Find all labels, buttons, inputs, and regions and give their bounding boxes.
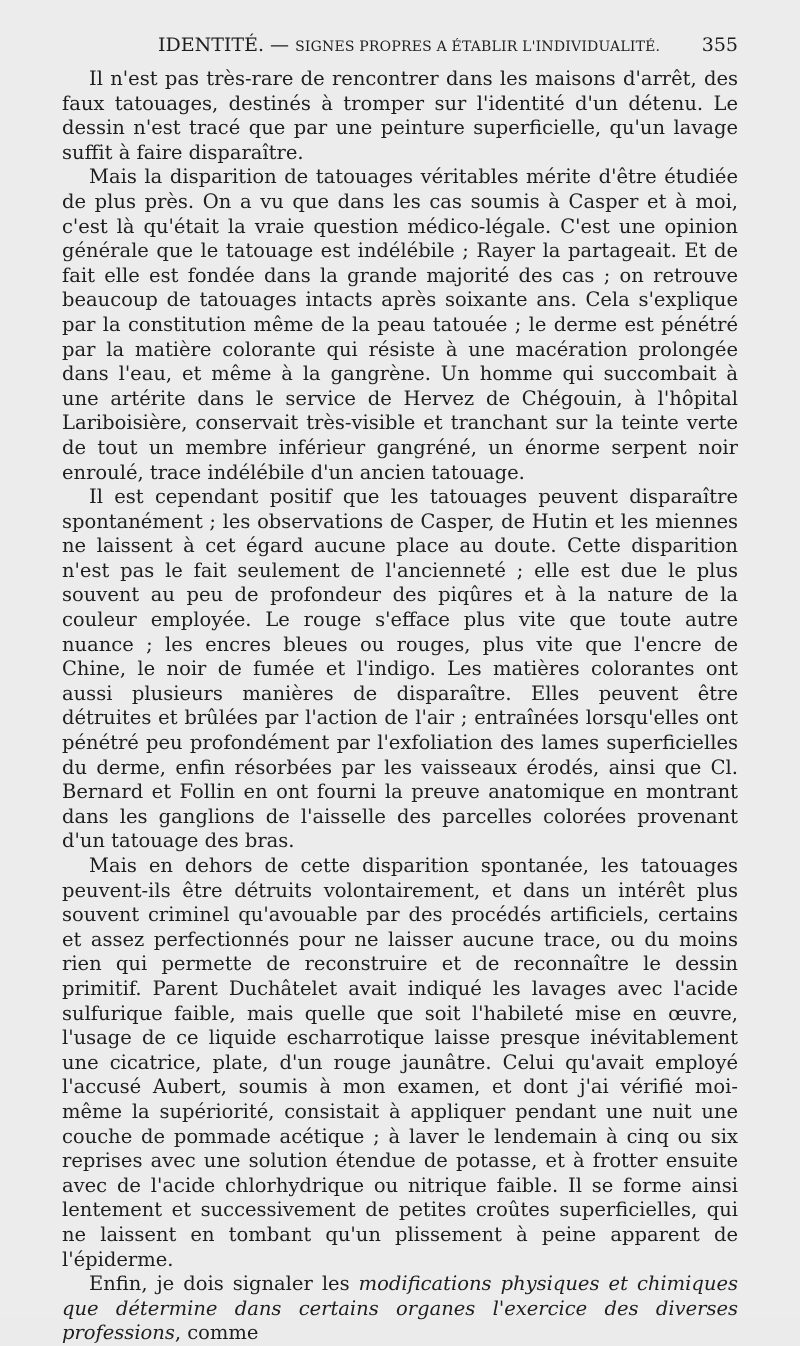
paragraph-5-emphasis: modifications physiques et chimiques que détermine dans certains organes l'exercice des diverses professions [62,1272,738,1345]
header-title: IDENTITÉ. [158,34,264,56]
paragraph-5-lead: Enfin, je dois signaler les [89,1272,359,1296]
paragraph-3: Il est cependant positif que les tatouages peuvent disparaître spontanément ; les observations de Casper, de Hutin et les miennes ne laissent à cet égard aucune place au doute. Cette disparition n'est pas le fait seulement de l'ancienneté ; elle est due le plus souvent au peu de profondeur des piqûres et à la nature de la couleur employée. Le rouge s'efface plus vite que toute autre nuance ; les encres bleues ou rouges, plus vite que l'encre de Chine, le noir de fumée et l'indigo. Les matières colorantes ont aussi plusieurs manières de disparaître. Elles peuvent être détruites et brûlées par l'action de l'air ; entraînées lorsqu'elles ont pénétré peu profondément par l'exfoliation des lames superficielles du derme, enfin résorbées par les vaisseaux érodés, ainsi que Cl. Bernard et Follin en ont fourni la preuve anatomique en montrant dans les ganglions de l'aisselle des parcelles colorées provenant d'un tatouage des bras. [62,485,738,853]
paragraph-5-tail: , comme [174,1321,259,1345]
header-subtitle: SIGNES PROPRES A ÉTABLIR L'INDIVIDUALITÉ. [295,39,661,55]
paragraph-2: Mais la disparition de tatouages véritables mérite d'être étudiée de plus près. On a vu que dans les cas soumis à Casper et à moi, c'est là qu'était la vraie question médico-légale. C'est une opinion générale que le tatouage est indélébile ; Rayer la partageait. Et de fait elle est fondée dans la grande majorité des cas ; on retrouve beaucoup de tatouages intacts après soixante ans. Cela s'explique par la constitution même de la peau tatouée ; le derme est pénétré par la matière colorante qui résiste à une macération prolongée dans l'eau, et même à la gangrène. Un homme qui succombait à une artérite dans le service de Hervez de Chégouin, à l'hôpital Lariboisière, conservait très-visible et tranchant sur la teinte verte de tout un membre inférieur gangréné, un énorme serpent noir enroulé, trace indélébile d'un ancien tatouage. [62,165,738,484]
running-header [62,34,738,60]
page-body [62,67,738,1346]
paragraph-4: Mais en dehors de cette disparition spontanée, les tatouages peuvent-ils être détruits volontairement, et dans un intérêt plus souvent criminel qu'avouable par des procédés artificiels, certains et assez perfectionnés pour ne laisser aucune trace, ou du moins rien qui permette de reconstruire et de reconnaître le dessin primitif. Parent Duchâtelet avait indiqué les lavages avec l'acide sulfurique faible, mais quelle que soit l'habileté mise en œuvre, l'usage de ce liquide escharrotique laisse presque inévitablement une cicatrice, plate, d'un rouge jaunâtre. Celui qu'avait employé l'accusé Aubert, soumis à mon examen, et dont j'ai vérifié moi-même la supériorité, consistait à appliquer pendant une nuit une couche de pommade acétique ; à laver le lendemain à cinq ou six reprises avec une solution étendue de potasse, et à frotter ensuite avec de l'acide chlorhydrique ou nitrique faible. Il se forme ainsi lentement et successivement de petites croûtes superficielles, qui ne laissent en tombant qu'un plissement à peine apparent de l'épiderme. [62,854,738,1271]
header-dash: — [270,34,290,56]
page-number: 355 [701,34,738,56]
paragraph-1: Il n'est pas très-rare de rencontrer dans les maisons d'arrêt, des faux tatouages, destinés à tromper sur l'identité d'un détenu. Le dessin n'est tracé que par une peinture superficielle, qu'un lavage suffit à faire disparaître. [62,67,738,164]
paragraph-5 [62,1272,738,1346]
